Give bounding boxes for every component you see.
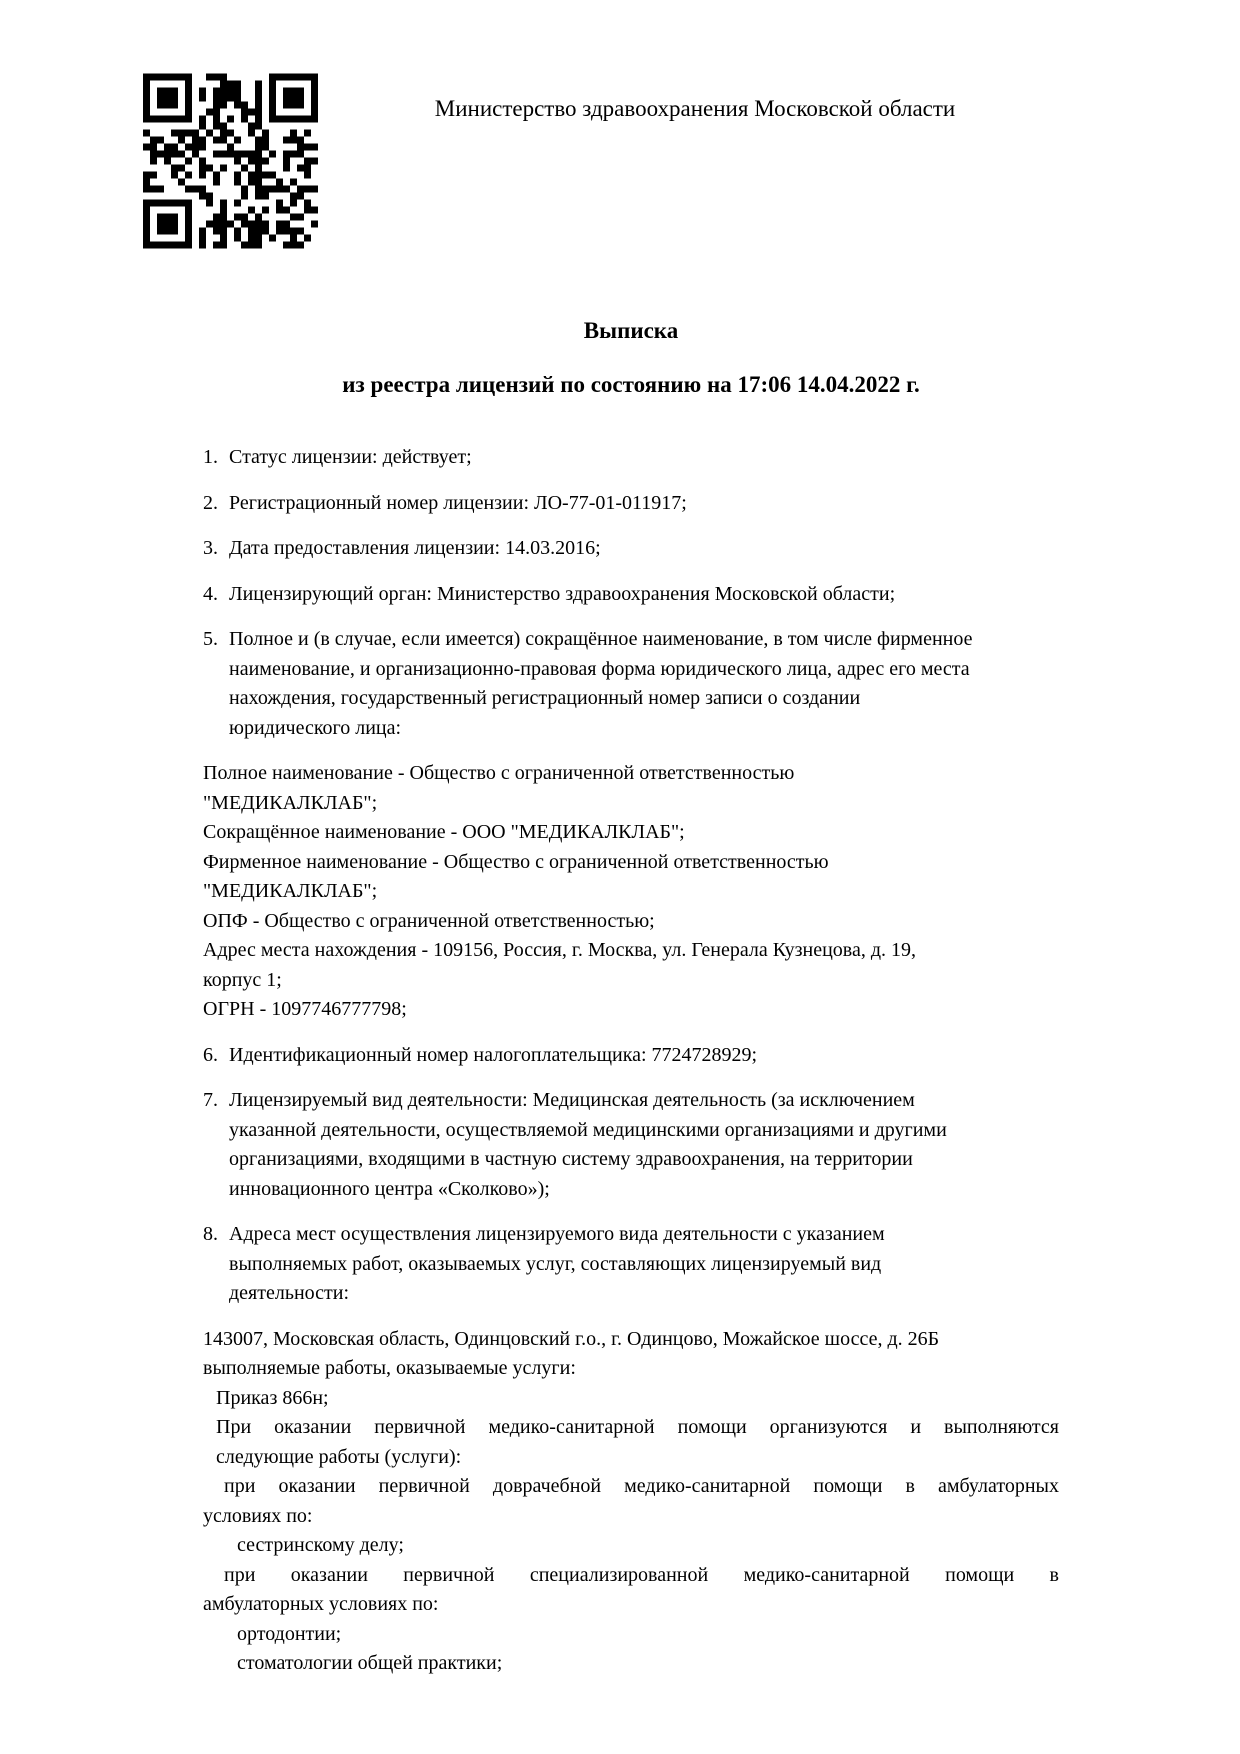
list-item (203, 1220, 1059, 1309)
item-text: Лицензируемый вид деятельности: Медицинская деятельность (за исключением (229, 1089, 915, 1111)
text-block (203, 1325, 1059, 1679)
text-line (203, 489, 1059, 519)
text-line: ОГРН - 1097746777798; (203, 998, 407, 1020)
text-line: указанной деятельности, осуществляемой медицинскими организациями и другими (229, 1118, 947, 1141)
item-number: 2. (203, 491, 218, 514)
text-line: при оказании первичной специализированной медико-санитарной помощи в (224, 1563, 1059, 1586)
text-line: 143007, Московская область, Одинцовский г.о., г. Одинцово, Можайское шоссе, д. 26Б (203, 1327, 940, 1350)
text-line: сестринскому делу; (237, 1534, 404, 1556)
text-line: выполняемые работы, оказываемые услуги: (203, 1357, 576, 1379)
item-text: Идентификационный номер налогоплательщика: 7724728929; (229, 1043, 758, 1066)
text-line: Фирменное наименование - Общество с ограниченной ответственностью (203, 850, 829, 873)
list-item (203, 625, 1059, 743)
text-line (203, 1086, 1059, 1116)
text-line: при оказании первичной доврачебной медико-санитарной помощи в амбулаторных (224, 1475, 1059, 1497)
organization-header: Министерство здравоохранения Московской области (434, 96, 956, 121)
text-line (203, 580, 1059, 610)
text-line (203, 1041, 1059, 1071)
list-item (203, 1041, 1059, 1071)
text-line: инновационного центра «Сколково»); (229, 1177, 550, 1200)
list-item (203, 489, 1059, 519)
text-line: ортодонтии; (237, 1622, 342, 1645)
text-line: нахождения, государственный регистрационный номер записи о создании (229, 687, 861, 709)
text-line: условиях по: (203, 1504, 313, 1527)
text-line: амбулаторных условиях по: (203, 1593, 439, 1615)
item-text: Статус лицензии: действует; (229, 446, 472, 468)
document-title: Выписка (583, 318, 679, 343)
text-line: При оказании первичной медико-санитарной помощи организуются и выполняются (216, 1416, 1059, 1438)
text-line: Полное наименование - Общество с ограниченной ответственностью (203, 762, 795, 784)
text-block (203, 759, 1059, 1025)
text-line: "МЕДИКАЛКЛАБ"; (203, 791, 378, 814)
text-line: ОПФ - Общество с ограниченной ответственностью; (203, 909, 655, 932)
list-item (203, 580, 1059, 610)
item-number: 6. (203, 1043, 218, 1066)
item-text: Дата предоставления лицензии: 14.03.2016; (229, 537, 601, 559)
text-line: "МЕДИКАЛКЛАБ"; (203, 880, 378, 902)
text-line (203, 443, 1059, 473)
text-line: следующие работы (услуги): (216, 1445, 462, 1468)
text-line: корпус 1; (203, 968, 282, 991)
item-number: 7. (203, 1089, 218, 1111)
list-item (203, 1086, 1059, 1204)
item-number: 8. (203, 1223, 218, 1245)
list-item (203, 534, 1059, 564)
item-number: 1. (203, 446, 218, 468)
document-body (203, 443, 1059, 1679)
text-line (203, 534, 1059, 564)
text-line: стоматологии общей практики; (237, 1652, 503, 1674)
text-line (203, 1220, 1059, 1250)
text-line: наименование, и организационно-правовая форма юридического лица, адрес его места (229, 657, 970, 680)
list-item (203, 443, 1059, 473)
item-number: 3. (203, 537, 218, 559)
item-text: Адреса мест осуществления лицензируемого вида деятельности с указанием (229, 1223, 885, 1245)
item-number: 4. (203, 582, 218, 605)
text-line: выполняемых работ, оказываемых услуг, составляющих лицензируемый вид (229, 1252, 882, 1275)
text-line: деятельности: (229, 1282, 350, 1304)
item-text: Полное и (в случае, если имеется) сокращённое наименование, в том числе фирменное (229, 628, 973, 650)
text-line: Приказ 866н; (216, 1386, 329, 1409)
text-line: организациями, входящими в частную систему здравоохранения, на территории (229, 1148, 913, 1170)
text-line: Адрес места нахождения - 109156, Россия, г. Москва, ул. Генерала Кузнецова, д. 19, (203, 939, 917, 961)
document-subtitle: из реестра лицензий по состоянию на 17:06 14.04.2022 г. (342, 372, 920, 397)
item-text: Лицензирующий орган: Министерство здравоохранения Московской области; (229, 582, 896, 605)
text-line: Сокращённое наименование - ООО "МЕДИКАЛКЛАБ"; (203, 821, 685, 843)
item-number: 5. (203, 628, 218, 650)
text-line: юридического лица: (229, 716, 402, 739)
text-line (203, 625, 1059, 655)
item-text: Регистрационный номер лицензии: ЛО-77-01-011917; (229, 491, 687, 514)
